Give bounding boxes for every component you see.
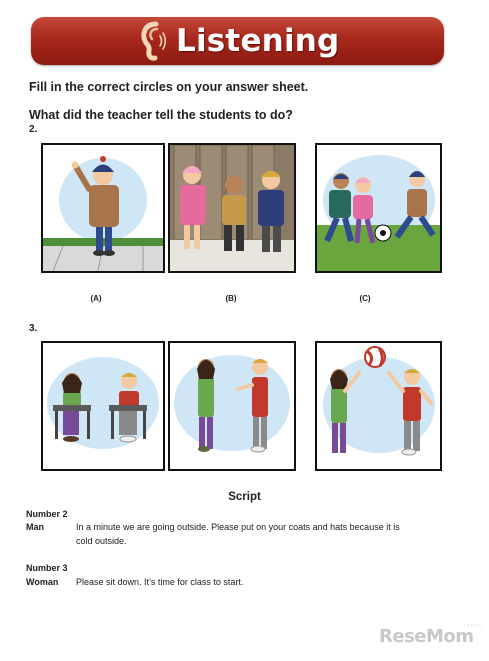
script-item-text-cont: cold outside. [76, 536, 127, 546]
ear-icon [136, 19, 168, 63]
script-item-number: Number 3 [26, 563, 68, 573]
script-item-number: Number 2 [26, 509, 68, 519]
question-number-2: 2. [29, 124, 38, 135]
choice-label-b: (B) [225, 294, 237, 303]
script-item-text: Please sit down. It’s time for class to start. [76, 577, 244, 587]
script-item-speaker: Man [26, 522, 44, 532]
script-item-text: In a minute we are going outside. Please put on your coats and hats because it is [76, 522, 400, 532]
choice-label-c: (C) [359, 294, 371, 303]
picture-3b [168, 341, 296, 471]
script-item-speaker: Woman [26, 577, 59, 587]
picture-2a [41, 143, 165, 273]
picture-2c [315, 143, 442, 273]
picture-3a [41, 341, 165, 471]
instruction-line: Fill in the correct circles on your answer sheet. [29, 80, 309, 94]
question-prompt: What did the teacher tell the students to do? [29, 108, 293, 122]
picture-3c [315, 341, 442, 471]
resemom-logo-sub: リセマム [466, 623, 482, 628]
section-banner [31, 17, 444, 65]
question-number-3: 3. [29, 323, 38, 334]
script-heading: Script [228, 491, 261, 503]
picture-2b [168, 143, 296, 273]
resemom-logo: ReseMom [379, 626, 474, 647]
section-title: Listening [176, 23, 340, 59]
choice-label-a: (A) [90, 294, 102, 303]
